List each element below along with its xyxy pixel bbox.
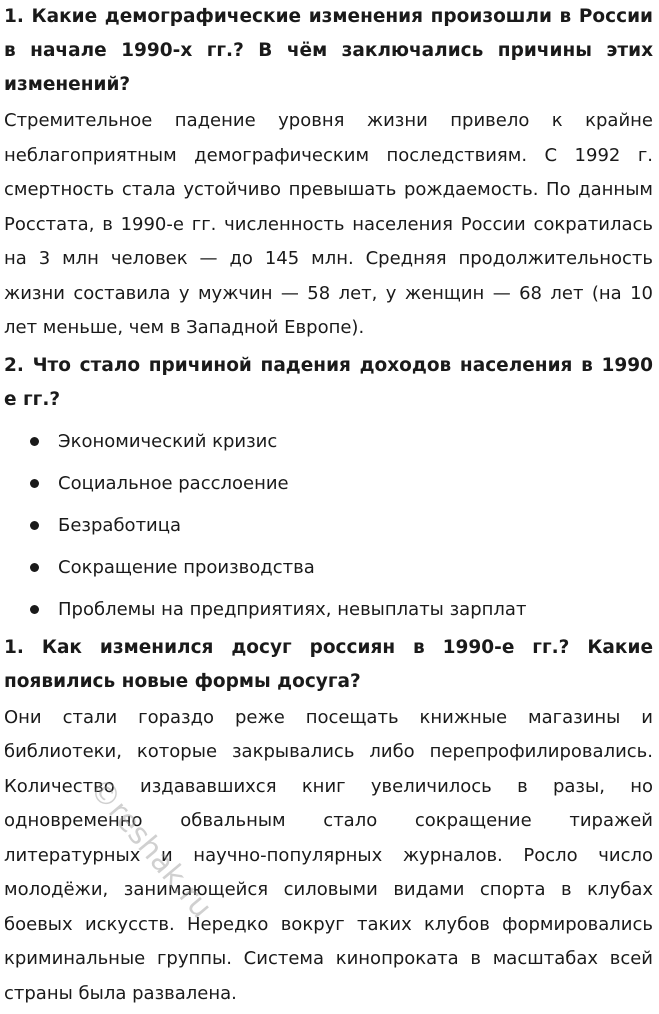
- bullet-icon: [30, 521, 39, 530]
- list-item: [30, 547, 653, 589]
- list-item-text: Проблемы на предприятиях, невыплаты зарплат: [58, 598, 527, 620]
- list-item: [30, 589, 653, 631]
- answer-bullet-list: [4, 421, 653, 631]
- list-item-text: Безработица: [58, 514, 182, 536]
- answer-paragraph-1: Стремительное падение уровня жизни привело к крайне неблагоприятным демографическим последствиям. С 1992 г. смертность стала устойчиво превышать рождаемость. По данным Росстата, в 1990-е гг. численность населения России сократилась на 3 млн человек — до 145 млн. Средняя продолжительность жизни составила у мужчин — 58 лет, у женщин — 68 лет (на 10 лет меньше, чем в Западной Европе).: [4, 110, 653, 338]
- question-heading-3: 1. Как изменился досуг россиян в 1990-е гг.? Какие появились новые формы досуга?: [4, 636, 653, 692]
- bullet-icon: [30, 437, 39, 446]
- list-item-text: Экономический кризис: [58, 430, 278, 452]
- list-item-text: Сокращение производства: [58, 556, 315, 578]
- question-heading-2: 2. Что стало причиной падения доходов населения в 1990 е гг.?: [4, 354, 653, 410]
- list-item: [30, 421, 653, 463]
- answer-paragraph-3: Они стали гораздо реже посещать книжные магазины и библиотеки, которые закрывались либо перепрофилировались. Количество издававшихся книг увеличилось в разы, но одновременно обвальным стало сокращение тиражей литературных и научно-популярных журналов. Росло число молодёжи, занимающейся силовыми видами спорта в клубах боевых искусств. Нередко вокруг таких клубов формировались криминальные группы. Система кинопроката в масштабах всей страны была развалена.: [4, 706, 653, 1004]
- bullet-icon: [30, 563, 39, 572]
- question-heading-1: 1. Какие демографические изменения произошли в России в начале 1990-х гг.? В чём заключались причины этих изменений?: [4, 6, 653, 95]
- list-item: [30, 463, 653, 505]
- watermark: ©reshak.ru: [81, 771, 219, 926]
- list-item: [30, 505, 653, 547]
- bullet-icon: [30, 479, 39, 488]
- list-item-text: Социальное расслоение: [58, 472, 289, 494]
- bullet-icon: [30, 605, 39, 614]
